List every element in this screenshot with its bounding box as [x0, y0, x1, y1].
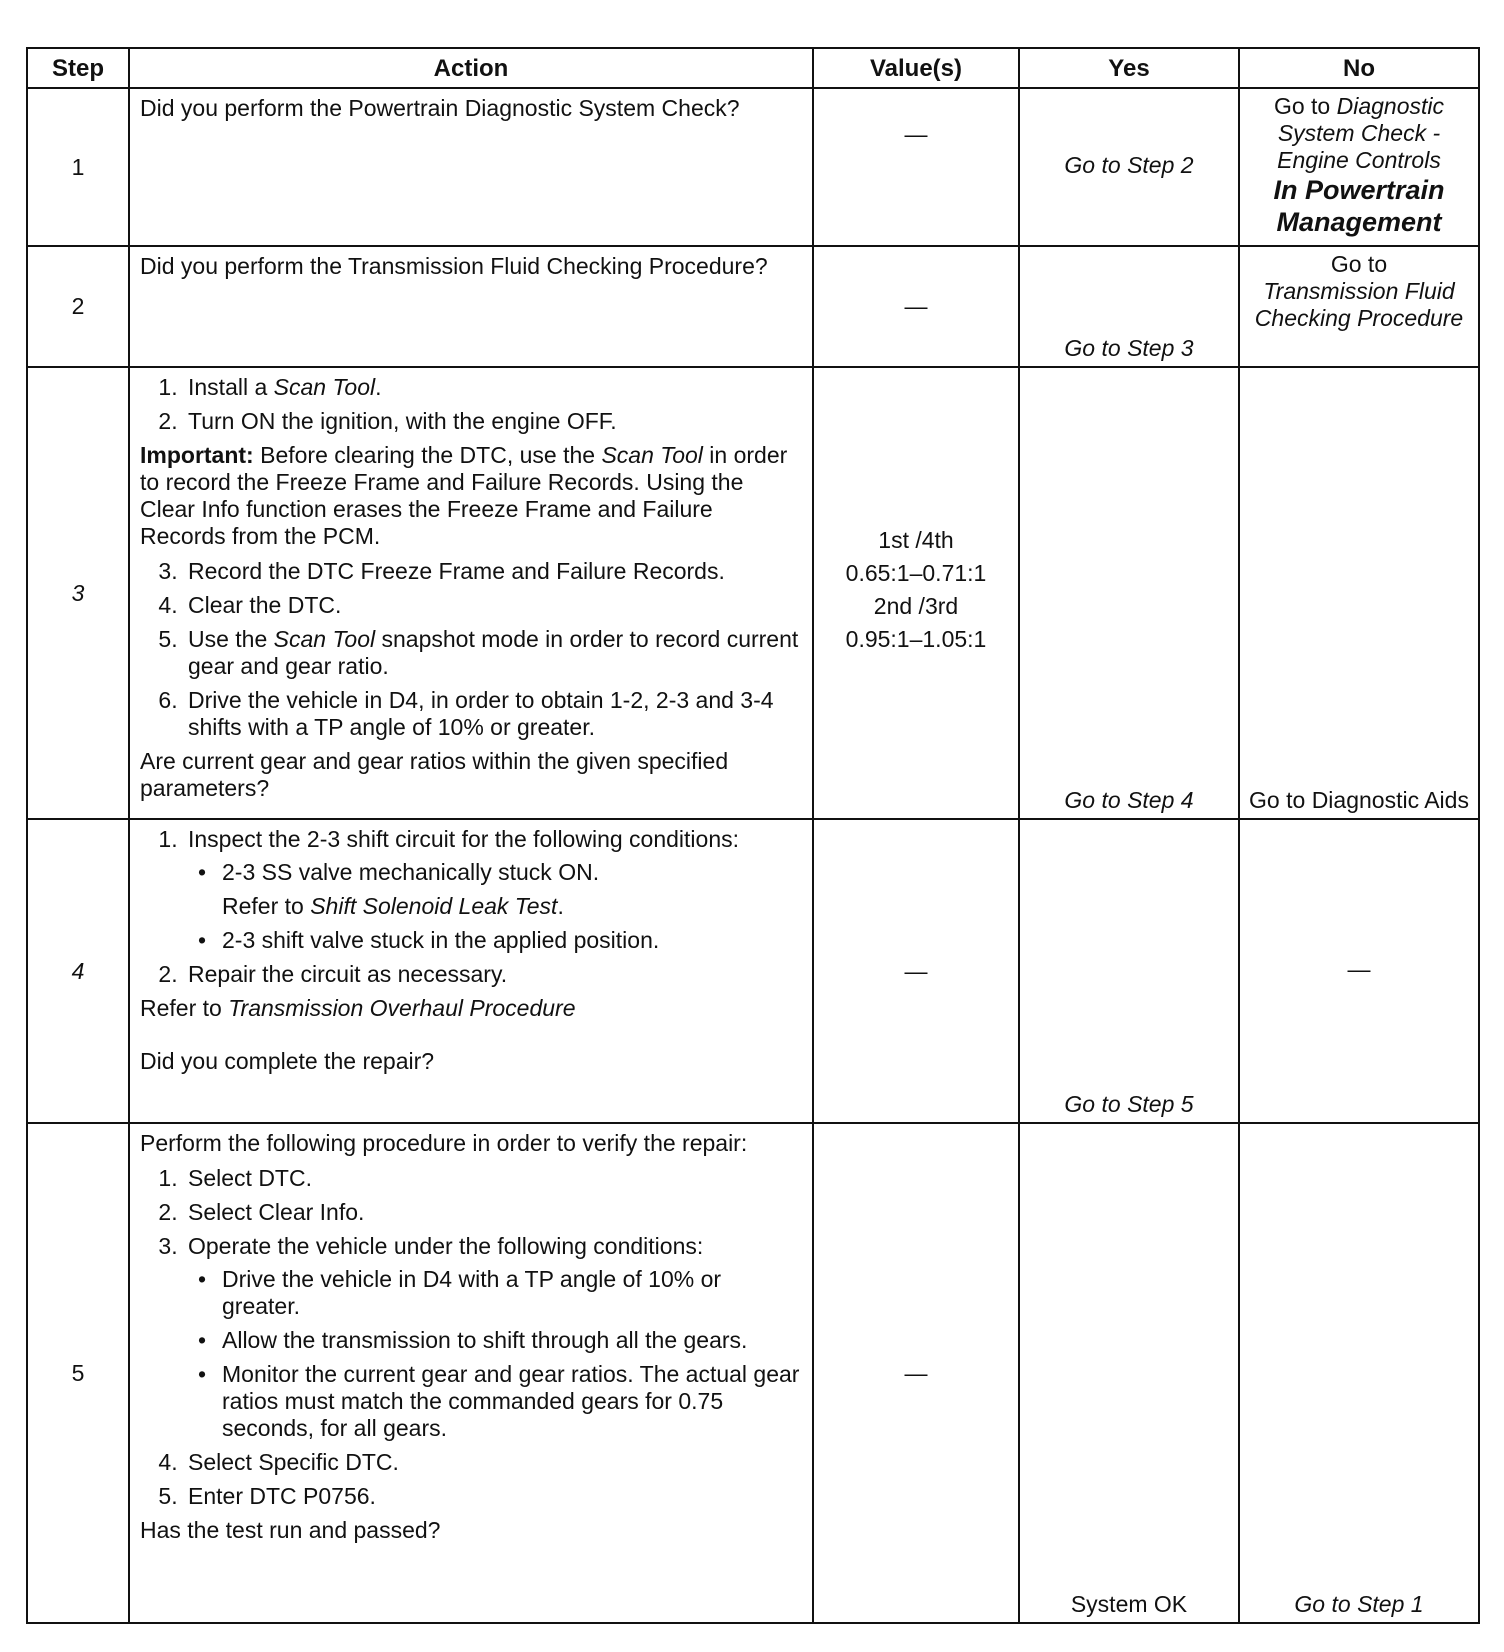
list-item: 1. Inspect the 2-3 shift circuit for the following conditions: • 2-3 SS valve mechanically stuck ON. Refer to Shift Solenoid Leak Test. • 2-3 shift valve stuck in the applied position.	[184, 826, 802, 954]
value-cell: —	[813, 819, 1019, 1123]
list-item: 2. Turn ON the ignition, with the engine OFF.	[184, 408, 802, 435]
list-item: 6. Drive the vehicle in D4, in order to obtain 1-2, 2-3 and 3-4 shifts with a TP angle of 10% or greater.	[184, 687, 802, 741]
no-link[interactable]: Transmission Fluid Checking Procedure	[1254, 278, 1464, 331]
bullet-item: • Drive the vehicle in D4 with a TP angle of 10% or greater.	[218, 1266, 802, 1320]
no-link[interactable]: Diagnostic System Check - Engine Controls	[1277, 93, 1445, 173]
action-cell	[129, 367, 813, 819]
yes-cell	[1019, 1123, 1239, 1623]
important-note: Important: Before clearing the DTC, use the Scan Tool in order to record the Freeze Frame and Failure Records. Using the Clear Info function erases the Freeze Frame and Failure Records from the PCM.	[140, 442, 788, 549]
header-step: Step	[27, 48, 129, 88]
list-item: 3. Record the DTC Freeze Frame and Failure Records.	[184, 558, 802, 585]
table-row	[27, 246, 1479, 367]
value-cell: —	[813, 246, 1019, 367]
step-number: 4	[27, 819, 129, 1123]
step-number: 5	[27, 1123, 129, 1623]
action-cell	[129, 1123, 813, 1623]
value-cell	[813, 367, 1019, 819]
header-yes: Yes	[1019, 48, 1239, 88]
overhaul-link[interactable]: Transmission Overhaul Procedure	[228, 995, 576, 1021]
step-number: 1	[27, 88, 129, 246]
no-cell: —	[1239, 819, 1479, 1123]
list-item: 2. Select Clear Info.	[184, 1199, 802, 1226]
bullet-item: • 2-3 SS valve mechanically stuck ON. Refer to Shift Solenoid Leak Test.	[218, 859, 802, 920]
bullet-item: • 2-3 shift valve stuck in the applied position.	[218, 927, 802, 954]
list-item: 3. Operate the vehicle under the following conditions: • Drive the vehicle in D4 with a TP angle of 10% or greater. • Allow the transmission to shift through all the gears. • Monitor the current gear and gear ratios. The actual gear ratios must match the commanded gears for 0.75 seconds, for all gears.	[184, 1233, 802, 1442]
action-text: Did you perform the Transmission Fluid Checking Procedure?	[140, 253, 768, 279]
no-cell	[1239, 88, 1479, 246]
bullet-item: • Monitor the current gear and gear ratios. The actual gear ratios must match the commanded gears for 0.75 seconds, for all gears.	[218, 1361, 802, 1442]
no-link[interactable]: Go to Step 1	[1294, 1591, 1424, 1617]
value-cell: —	[813, 88, 1019, 246]
no-link[interactable]: Go to Diagnostic Aids	[1249, 787, 1469, 813]
no-prefix: Go to	[1330, 251, 1388, 277]
list-item: 2. Repair the circuit as necessary.	[184, 961, 802, 988]
yes-link[interactable]: Go to Step 4	[1064, 787, 1194, 813]
list-item: 1. Install a Scan Tool.	[184, 374, 802, 401]
bullet-list	[188, 859, 802, 954]
step-list	[140, 1165, 802, 1510]
action-intro: Perform the following procedure in order to verify the repair:	[140, 1130, 748, 1156]
action-question: Are current gear and gear ratios within the given specified parameters?	[140, 748, 729, 801]
action-text: Did you perform the Powertrain Diagnostic System Check?	[140, 95, 740, 121]
no-cell	[1239, 1123, 1479, 1623]
refer-note: Refer to Transmission Overhaul Procedure	[140, 995, 576, 1021]
list-item: 4. Select Specific DTC.	[184, 1449, 802, 1476]
yes-link[interactable]: Go to Step 5	[1064, 1091, 1194, 1117]
step-list	[140, 374, 802, 435]
yes-link[interactable]: Go to Step 2	[1064, 151, 1194, 178]
header-action: Action	[129, 48, 813, 88]
header-values: Value(s)	[813, 48, 1019, 88]
gear-ratio: 0.65:1–0.71:1	[845, 560, 987, 586]
table-row	[27, 819, 1479, 1123]
yes-cell	[1019, 367, 1239, 819]
action-cell	[129, 88, 813, 246]
gear-label: 1st /4th	[878, 527, 954, 553]
gear-label: 2nd /3rd	[873, 593, 959, 619]
yes-cell	[1019, 246, 1239, 367]
yes-cell	[1019, 88, 1239, 246]
header-row	[27, 48, 1479, 88]
value-cell: —	[813, 1123, 1019, 1623]
action-cell	[129, 819, 813, 1123]
step-number: 3	[27, 367, 129, 819]
diagnostic-table	[26, 47, 1480, 1624]
list-item: 1. Select DTC.	[184, 1165, 802, 1192]
no-prefix: Go to	[1273, 93, 1337, 119]
yes-link[interactable]: Go to Step 3	[1064, 335, 1194, 361]
step-number: 2	[27, 246, 129, 367]
list-item: 5. Use the Scan Tool snapshot mode in order to record current gear and gear ratio.	[184, 626, 802, 680]
table-row	[27, 1123, 1479, 1623]
list-item: 5. Enter DTC P0756.	[184, 1483, 802, 1510]
yes-result: System OK	[1070, 1591, 1188, 1617]
header-no: No	[1239, 48, 1479, 88]
no-cell	[1239, 246, 1479, 367]
list-item: 4. Clear the DTC.	[184, 592, 802, 619]
bullet-item: • Allow the transmission to shift through all the gears.	[218, 1327, 802, 1354]
gear-ratio: 0.95:1–1.05:1	[845, 626, 987, 652]
bullet-list	[188, 1266, 802, 1442]
yes-cell	[1019, 819, 1239, 1123]
no-manual-ref: In Powertrain Management	[1273, 175, 1445, 237]
table-row	[27, 367, 1479, 819]
action-cell	[129, 246, 813, 367]
table-row	[27, 88, 1479, 246]
action-question: Has the test run and passed?	[140, 1517, 441, 1543]
no-cell	[1239, 367, 1479, 819]
step-list	[140, 558, 802, 741]
action-question: Did you complete the repair?	[140, 1048, 435, 1074]
step-list	[140, 826, 802, 988]
solenoid-test-link[interactable]: Shift Solenoid Leak Test	[310, 893, 558, 919]
